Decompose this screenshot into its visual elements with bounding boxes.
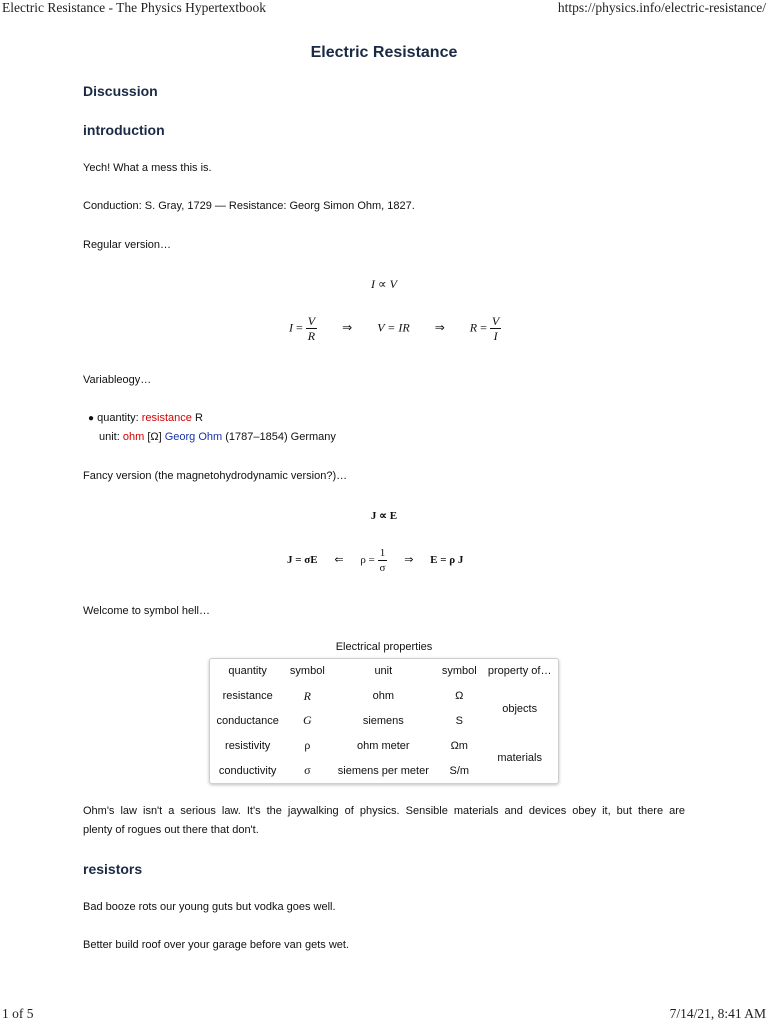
fraction-denominator: R	[307, 329, 316, 343]
eq-symbol: I	[371, 277, 376, 291]
table-cell: conductivity	[218, 764, 277, 777]
bullet-item	[88, 412, 203, 424]
fraction-denominator: σ	[379, 562, 386, 574]
eq-symbol: V	[389, 277, 397, 291]
table-row	[210, 684, 558, 709]
page-number: 1 of 5	[2, 1006, 34, 1021]
table-cell: S/m	[449, 764, 470, 777]
table-cell: siemens	[362, 714, 404, 727]
unit-label: unit:	[99, 431, 123, 443]
paragraph: Regular version…	[83, 239, 172, 251]
section-heading-resistors: resistors	[83, 861, 143, 877]
eq-symbol: R	[469, 320, 478, 335]
paragraph: Better build roof over your garage before van gets wet.	[83, 939, 349, 951]
section-heading-discussion: Discussion	[83, 83, 158, 99]
paragraph: plenty of rogues out there that don't.	[83, 824, 259, 836]
implied-by-arrow: ⇐	[334, 554, 344, 567]
table-caption: Electrical properties	[335, 641, 433, 653]
table-cell: Ω	[455, 690, 464, 703]
table-cell: siemens per meter	[337, 764, 429, 777]
quantity-link[interactable]: resistance	[141, 412, 192, 424]
unit-line	[99, 431, 336, 443]
print-header-url: https://physics.info/electric-resistance/	[557, 0, 766, 15]
page-title: Electric Resistance	[310, 44, 458, 61]
quantity-label: quantity:	[97, 412, 142, 424]
fraction	[306, 314, 317, 343]
print-datetime: 7/14/21, 8:41 AM	[669, 1006, 766, 1021]
paragraph: Ohm's law isn't a serious law. It's the jaywalking of physics. Sensible materials and devices obey it, but there are	[83, 805, 685, 817]
equation-ohms-law	[289, 314, 501, 343]
fraction-numerator: V	[307, 314, 316, 328]
paragraph: Yech! What a mess this is.	[83, 162, 212, 174]
column-header: property of…	[487, 665, 552, 678]
table-cell: ohm meter	[357, 739, 410, 752]
table-cell: ρ	[304, 738, 311, 753]
equation-fancy-proportional: J ∝ E	[370, 510, 398, 522]
fraction	[490, 314, 501, 343]
table-cell: resistivity	[225, 739, 271, 752]
unit-link[interactable]: ohm	[122, 431, 145, 443]
table-cell: conductance	[216, 714, 279, 727]
table-cell: G	[303, 713, 312, 728]
eq-expression: ρ =	[360, 554, 378, 567]
print-header-title: Electric Resistance - The Physics Hypertextbook	[2, 0, 267, 15]
electrical-properties-table	[209, 658, 559, 784]
table-header-row	[210, 659, 558, 684]
paragraph: Conduction: S. Gray, 1729 — Resistance: Georg Simon Ohm, 1827.	[83, 200, 415, 212]
eq-operator: ∝	[375, 277, 390, 291]
paragraph: Bad booze rots our young guts but vodka goes well.	[83, 901, 336, 913]
bullet-dot: ●	[88, 413, 95, 424]
person-link[interactable]: Georg Ohm	[164, 431, 223, 443]
table-cell: S	[455, 714, 463, 727]
eq-operator: =	[477, 320, 490, 335]
person-info: (1787–1854) Germany	[222, 431, 336, 443]
fraction	[378, 546, 388, 575]
column-header: symbol	[289, 665, 325, 678]
print-footer	[0, 1006, 768, 1024]
table-row	[210, 733, 558, 758]
paragraph: Fancy version (the magnetohydrodynamic version?)…	[83, 470, 348, 482]
unit-symbol: [Ω]	[144, 431, 165, 443]
eq-expression: E = ρ J	[430, 554, 464, 567]
eq-operator: =	[293, 320, 306, 335]
column-header: symbol	[441, 665, 477, 678]
fraction-denominator: I	[490, 328, 501, 343]
paragraph: Variableogy…	[83, 374, 152, 386]
implies-arrow: ⇒	[404, 554, 414, 567]
equation-fancy	[287, 546, 463, 575]
table-cell: materials	[497, 752, 542, 765]
paragraph: Welcome to symbol hell…	[83, 605, 210, 617]
fraction-numerator: 1	[379, 547, 386, 559]
column-header: quantity	[228, 665, 267, 678]
table-cell: R	[303, 688, 312, 703]
equation-proportional	[0, 277, 768, 292]
eq-expression: J = σE	[287, 554, 318, 567]
fraction-numerator: V	[491, 314, 500, 328]
implies-arrow: ⇒	[342, 320, 353, 335]
eq-expression: V = IR	[377, 320, 410, 335]
eq-symbol: I	[289, 320, 293, 335]
table-cell: resistance	[222, 690, 273, 703]
table-cell: σ	[304, 763, 311, 778]
table-cell: Ωm	[450, 739, 468, 752]
quantity-symbol: R	[191, 412, 203, 424]
section-heading-introduction: introduction	[83, 122, 165, 138]
column-header: unit	[374, 665, 393, 678]
table-cell: objects	[502, 702, 538, 715]
implies-arrow: ⇒	[434, 320, 445, 335]
table-cell: ohm	[372, 690, 395, 703]
